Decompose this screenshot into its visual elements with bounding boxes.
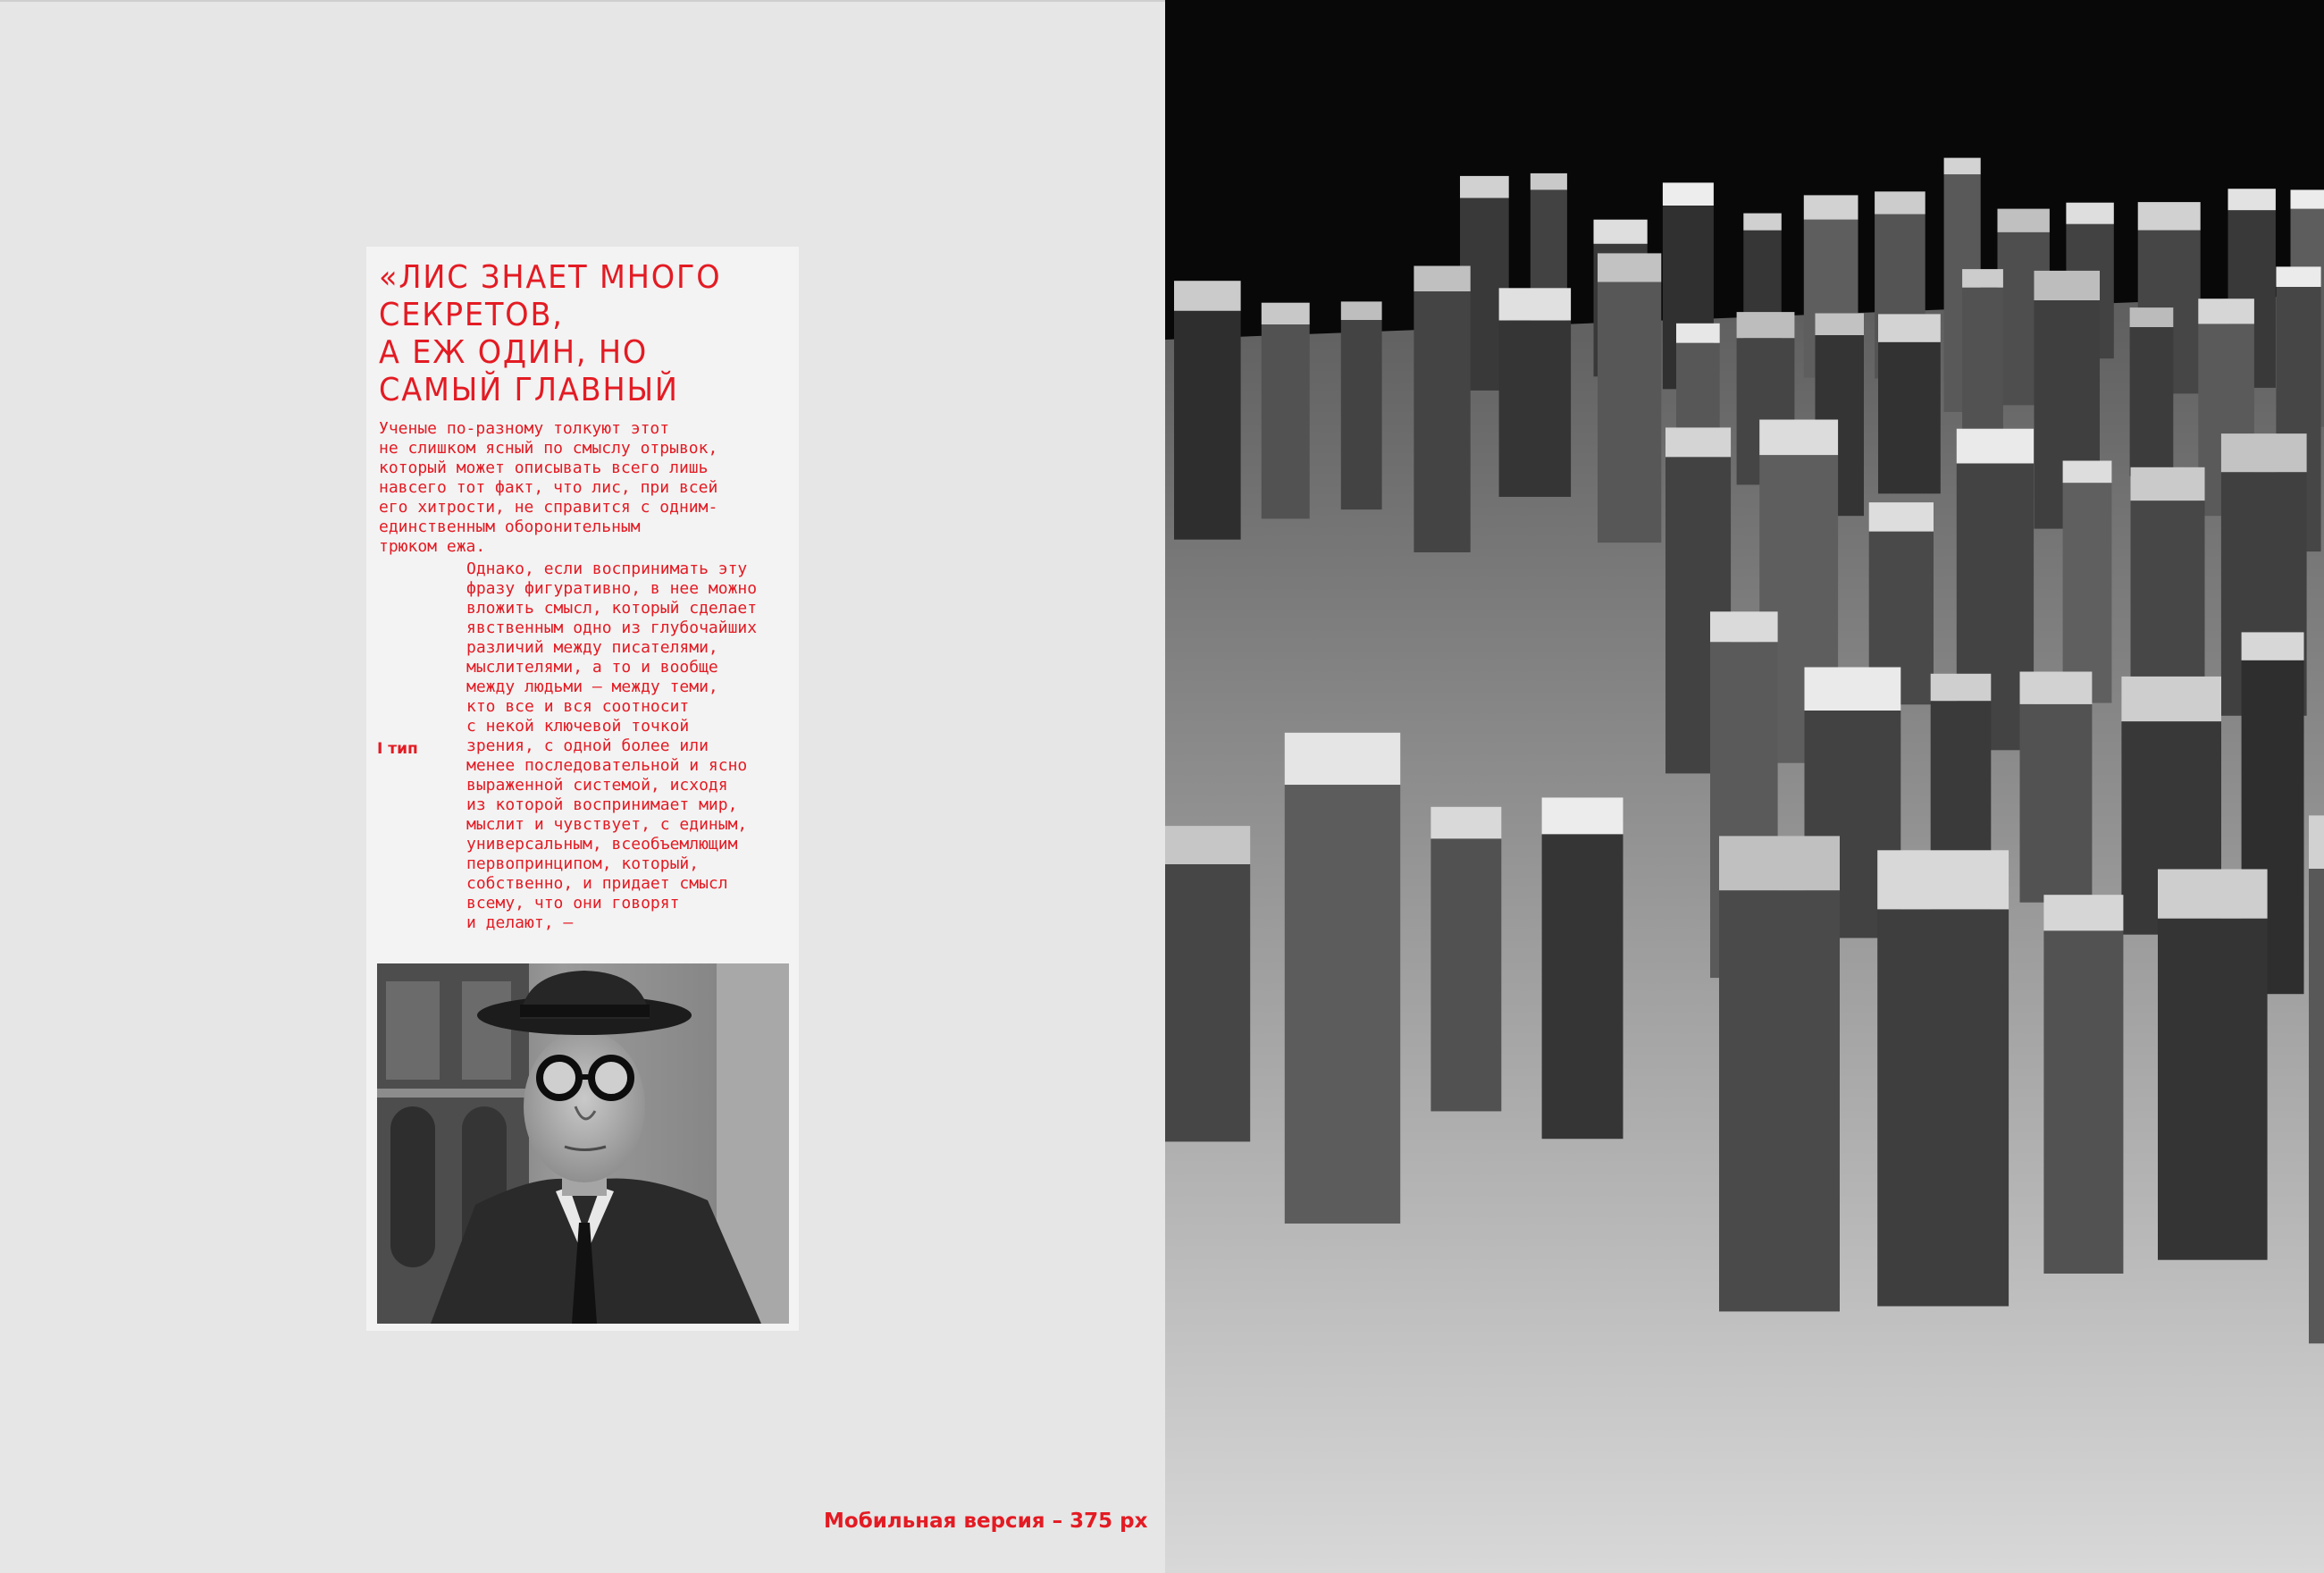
model-block-top [1737,312,1795,338]
model-block-top [1743,214,1782,231]
model-block-top [2291,189,2324,208]
model-block-top [1877,850,2009,909]
body-line: фразу фигуративно, в нее можно [466,579,758,598]
model-block-top [2221,433,2307,472]
model-block-top [2063,461,2112,484]
model-block-top [1710,611,1778,642]
model-block-top [1460,176,1509,198]
model-block-top [2121,677,2221,721]
intro-line: не слишком ясный по смыслу отрывок, [379,439,718,458]
body-line: с некой ключевой точкой [466,717,690,736]
model-block-top [1676,324,1720,343]
model-block-side [2063,483,2112,702]
model-block-top [2020,672,2093,704]
model-block-top [1869,502,1934,532]
model-block-top [1759,420,1838,456]
city-model-photo [1165,0,2324,1573]
model-block-top [1804,195,1858,219]
intro-line: единственным оборонительным [379,517,641,536]
quote-heading-line: «ЛИС ЗНАЕТ МНОГО [379,259,722,296]
model-block-top [1998,209,2050,232]
model-block-top [1262,303,1310,324]
model-block-side [1542,834,1623,1139]
model-block-top [2043,895,2123,930]
model-block-top [1499,288,1572,320]
model-block-top [1285,733,1400,785]
model-block-side [1165,864,1250,1141]
model-block-top [1174,281,1241,311]
body-line: из которой воспринимает мир, [466,795,738,814]
model-block-side [1285,785,1400,1224]
model-block-side [1878,342,1941,494]
model-block-top [1531,173,1567,190]
body-line: мыслит и чувствует, с единым, [466,815,748,834]
type-label: I тип [377,740,418,758]
intro-line: Ученые по-разному толкуют этот [379,419,670,438]
body-paragraph [466,559,797,933]
intro-line: его хитрости, не справится с одним- [379,498,718,517]
body-line: зрения, с одной более или [466,736,709,755]
model-block-side [2043,930,2123,1274]
model-block-side [1341,320,1382,509]
model-block-side [1262,324,1310,518]
model-block-top [1542,797,1623,834]
portrait-photo [377,963,789,1324]
model-block-side [1414,291,1470,552]
model-block-top [1414,266,1470,292]
model-block-top [2131,467,2205,500]
body-line: менее последовательной и ясно [466,756,748,775]
model-block-top [2066,203,2113,224]
body-line: между людьми – между теми, [466,677,718,696]
mobile-version-caption: Мобильная версия – 375 px [824,1510,1148,1533]
model-block-top [1875,191,1925,214]
model-block-top [2228,189,2276,210]
body-line: мыслителями, а то и вообще [466,658,718,677]
model-block-top [1594,220,1648,244]
model-block-side [1877,909,2009,1306]
body-line: выраженной системой, исходя [466,776,728,795]
model-block-top [1430,807,1501,839]
model-block-side [2131,500,2205,688]
model-block-top [2130,307,2174,327]
model-block-side [2309,869,2324,1343]
model-block-top [1165,826,1250,864]
model-block-top [2242,632,2304,660]
model-block-top [2158,870,2268,919]
mobile-mockup-card [366,247,799,1331]
body-line: всему, что они говорят [466,894,680,913]
model-block-top [1341,301,1382,320]
intro-line: который может описывать всего лишь [379,458,709,477]
body-line: кто все и вся соотносит [466,697,690,716]
model-block-top [2138,202,2201,231]
model-block-top [2198,299,2254,324]
body-line: и делают, – [466,913,574,932]
model-block-side [1499,321,1572,497]
model-block-top [1931,674,1992,701]
quote-heading-line: САМЫЙ ГЛАВНЫЙ [379,372,679,408]
model-block-top [1878,314,1941,341]
model-block-side [2158,919,2268,1260]
model-block-top [1957,429,2034,464]
model-block-side [1174,311,1241,540]
model-block-top [1962,269,2003,288]
model-block-side [1430,838,1501,1111]
model-block-side [1598,282,1661,543]
quote-heading-line: А ЕЖ ОДИН, НО [379,334,649,371]
body-line: различий между писателями, [466,638,718,657]
body-line: первопринципом, который, [466,854,700,873]
model-block-top [2035,271,2101,300]
body-line: собственно, и придает смысл [466,874,728,893]
model-block-top [1598,253,1661,282]
model-block-side [2020,704,2093,903]
model-block-side [2130,327,2174,476]
body-line: Однако, если воспринимать эту [466,559,748,578]
model-block-top [2309,815,2324,869]
intro-paragraph [379,419,772,557]
model-block-top [2276,266,2320,287]
model-block-top [1663,182,1714,206]
model-block-top [1944,158,1981,175]
body-line: универсальным, всеобъемлющим [466,835,738,854]
intro-line: трюком ежа. [379,537,486,556]
intro-line: навсего тот факт, что лис, при всей [379,478,718,497]
model-block-side [1719,890,1840,1311]
body-line: явственным одно из глубочайших [466,618,758,637]
model-block-top [1805,668,1901,711]
body-line: вложить смысл, который сделает [466,599,758,618]
quote-heading-line: СЕКРЕТОВ, [379,297,564,333]
model-block-top [1816,314,1865,336]
quote-heading [379,259,761,409]
model-block-top [1665,427,1731,457]
model-block-top [1719,836,1840,890]
